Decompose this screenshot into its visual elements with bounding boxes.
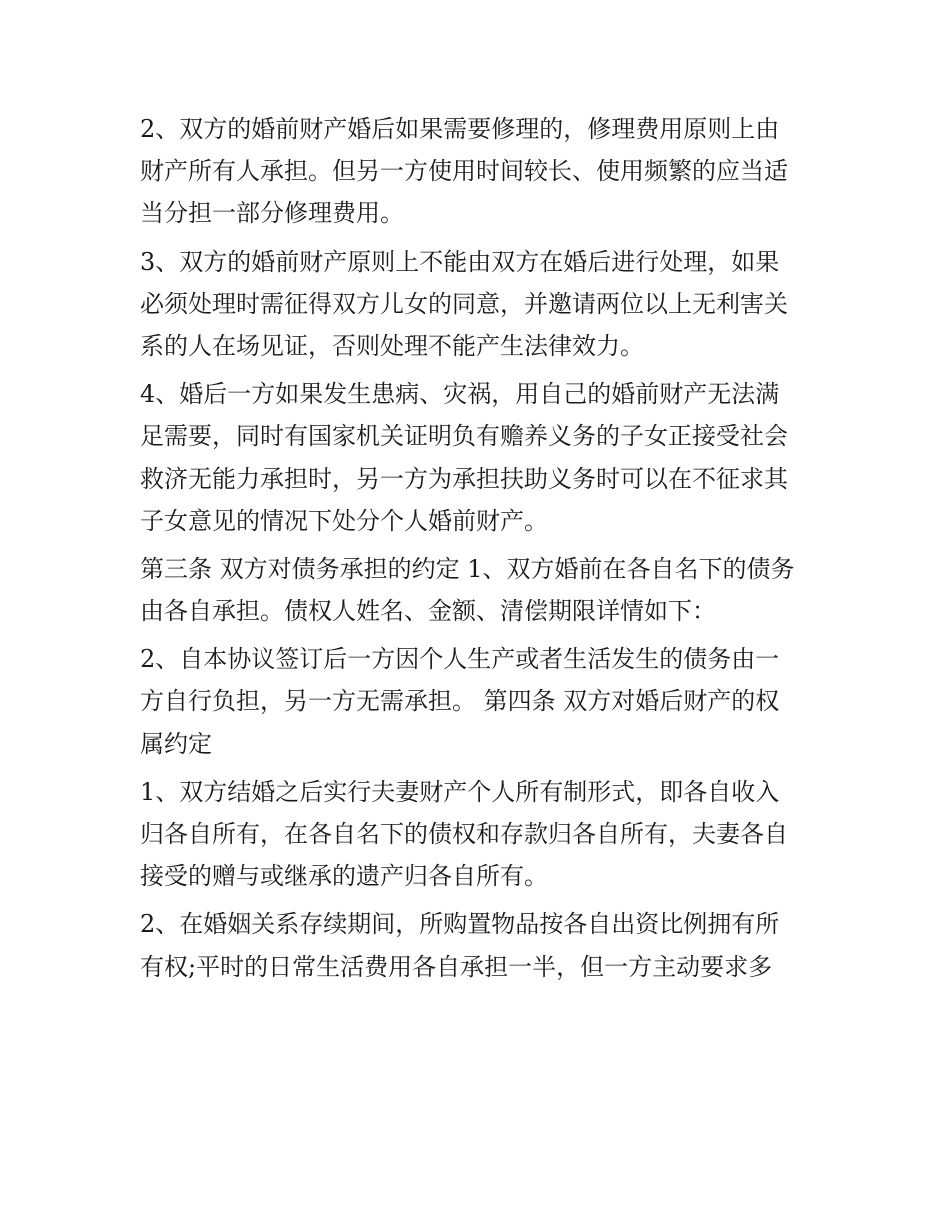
- text-line: 有权;平时的日常生活费用各自承担一半，但一方主动要求多: [140, 952, 773, 981]
- text-line: 2、在婚姻关系存续期间，所购置物品按各自出资比例拥有所: [140, 910, 780, 939]
- paragraph-separate-ownership: [140, 771, 820, 898]
- text-line: 2、自本协议签订后一方因个人生产或者生活发生的债务由一: [140, 645, 780, 674]
- text-line: 子女意见的情况下处分个人婚前财产。: [140, 506, 548, 535]
- text-line: 4、婚后一方如果发生患病、灾祸，用自己的婚前财产无法满: [140, 380, 780, 409]
- text-line: 救济无能力承担时，另一方为承担扶助义务时可以在不征求其: [140, 464, 788, 493]
- text-line: 属约定: [140, 729, 212, 758]
- text-line: 3、双方的婚前财产原则上不能由双方在婚后进行处理，如果: [140, 247, 780, 276]
- text-line: 1、双方结婚之后实行夫妻财产个人所有制形式，即各自收入: [140, 777, 780, 806]
- text-line: 由各自承担。债权人姓名、金额、清偿期限详情如下：: [140, 597, 716, 626]
- text-line: 足需要，同时有国家机关证明负有赡养义务的子女正接受社会: [140, 422, 788, 451]
- paragraph-purchases-ratio: [140, 903, 820, 987]
- text-line: 归各自所有，在各自名下的债权和存款归各自所有，夫妻各自: [140, 820, 788, 848]
- text-line: 必须处理时需征得双方儿女的同意，并邀请两位以上无利害关: [140, 289, 788, 318]
- text-line: 接受的赠与或继承的遗产归各自所有。: [140, 862, 548, 891]
- paragraph-illness-support: [140, 373, 820, 542]
- paragraph-repair-costs: [140, 108, 820, 235]
- text-line: 方自行负担，另一方无需承担。 第四条 双方对婚后财产的权: [140, 687, 780, 716]
- paragraph-disposal-of-property: [140, 241, 820, 368]
- text-line: 当分担一部分修理费用。: [140, 199, 404, 228]
- text-line: 系的人在场见证，否则处理不能产生法律效力。: [140, 331, 644, 360]
- text-line: 第三条 双方对债务承担的约定 1、双方婚前在各自名下的债务: [140, 554, 795, 583]
- paragraph-post-agreement-debts: [140, 638, 820, 765]
- text-line: 财产所有人承担。但另一方使用时间较长、使用频繁的应当适: [140, 157, 788, 186]
- paragraph-article-three-debts: [140, 548, 820, 632]
- document-body: [140, 108, 820, 994]
- text-line: 2、双方的婚前财产婚后如果需要修理的，修理费用原则上由: [140, 115, 780, 143]
